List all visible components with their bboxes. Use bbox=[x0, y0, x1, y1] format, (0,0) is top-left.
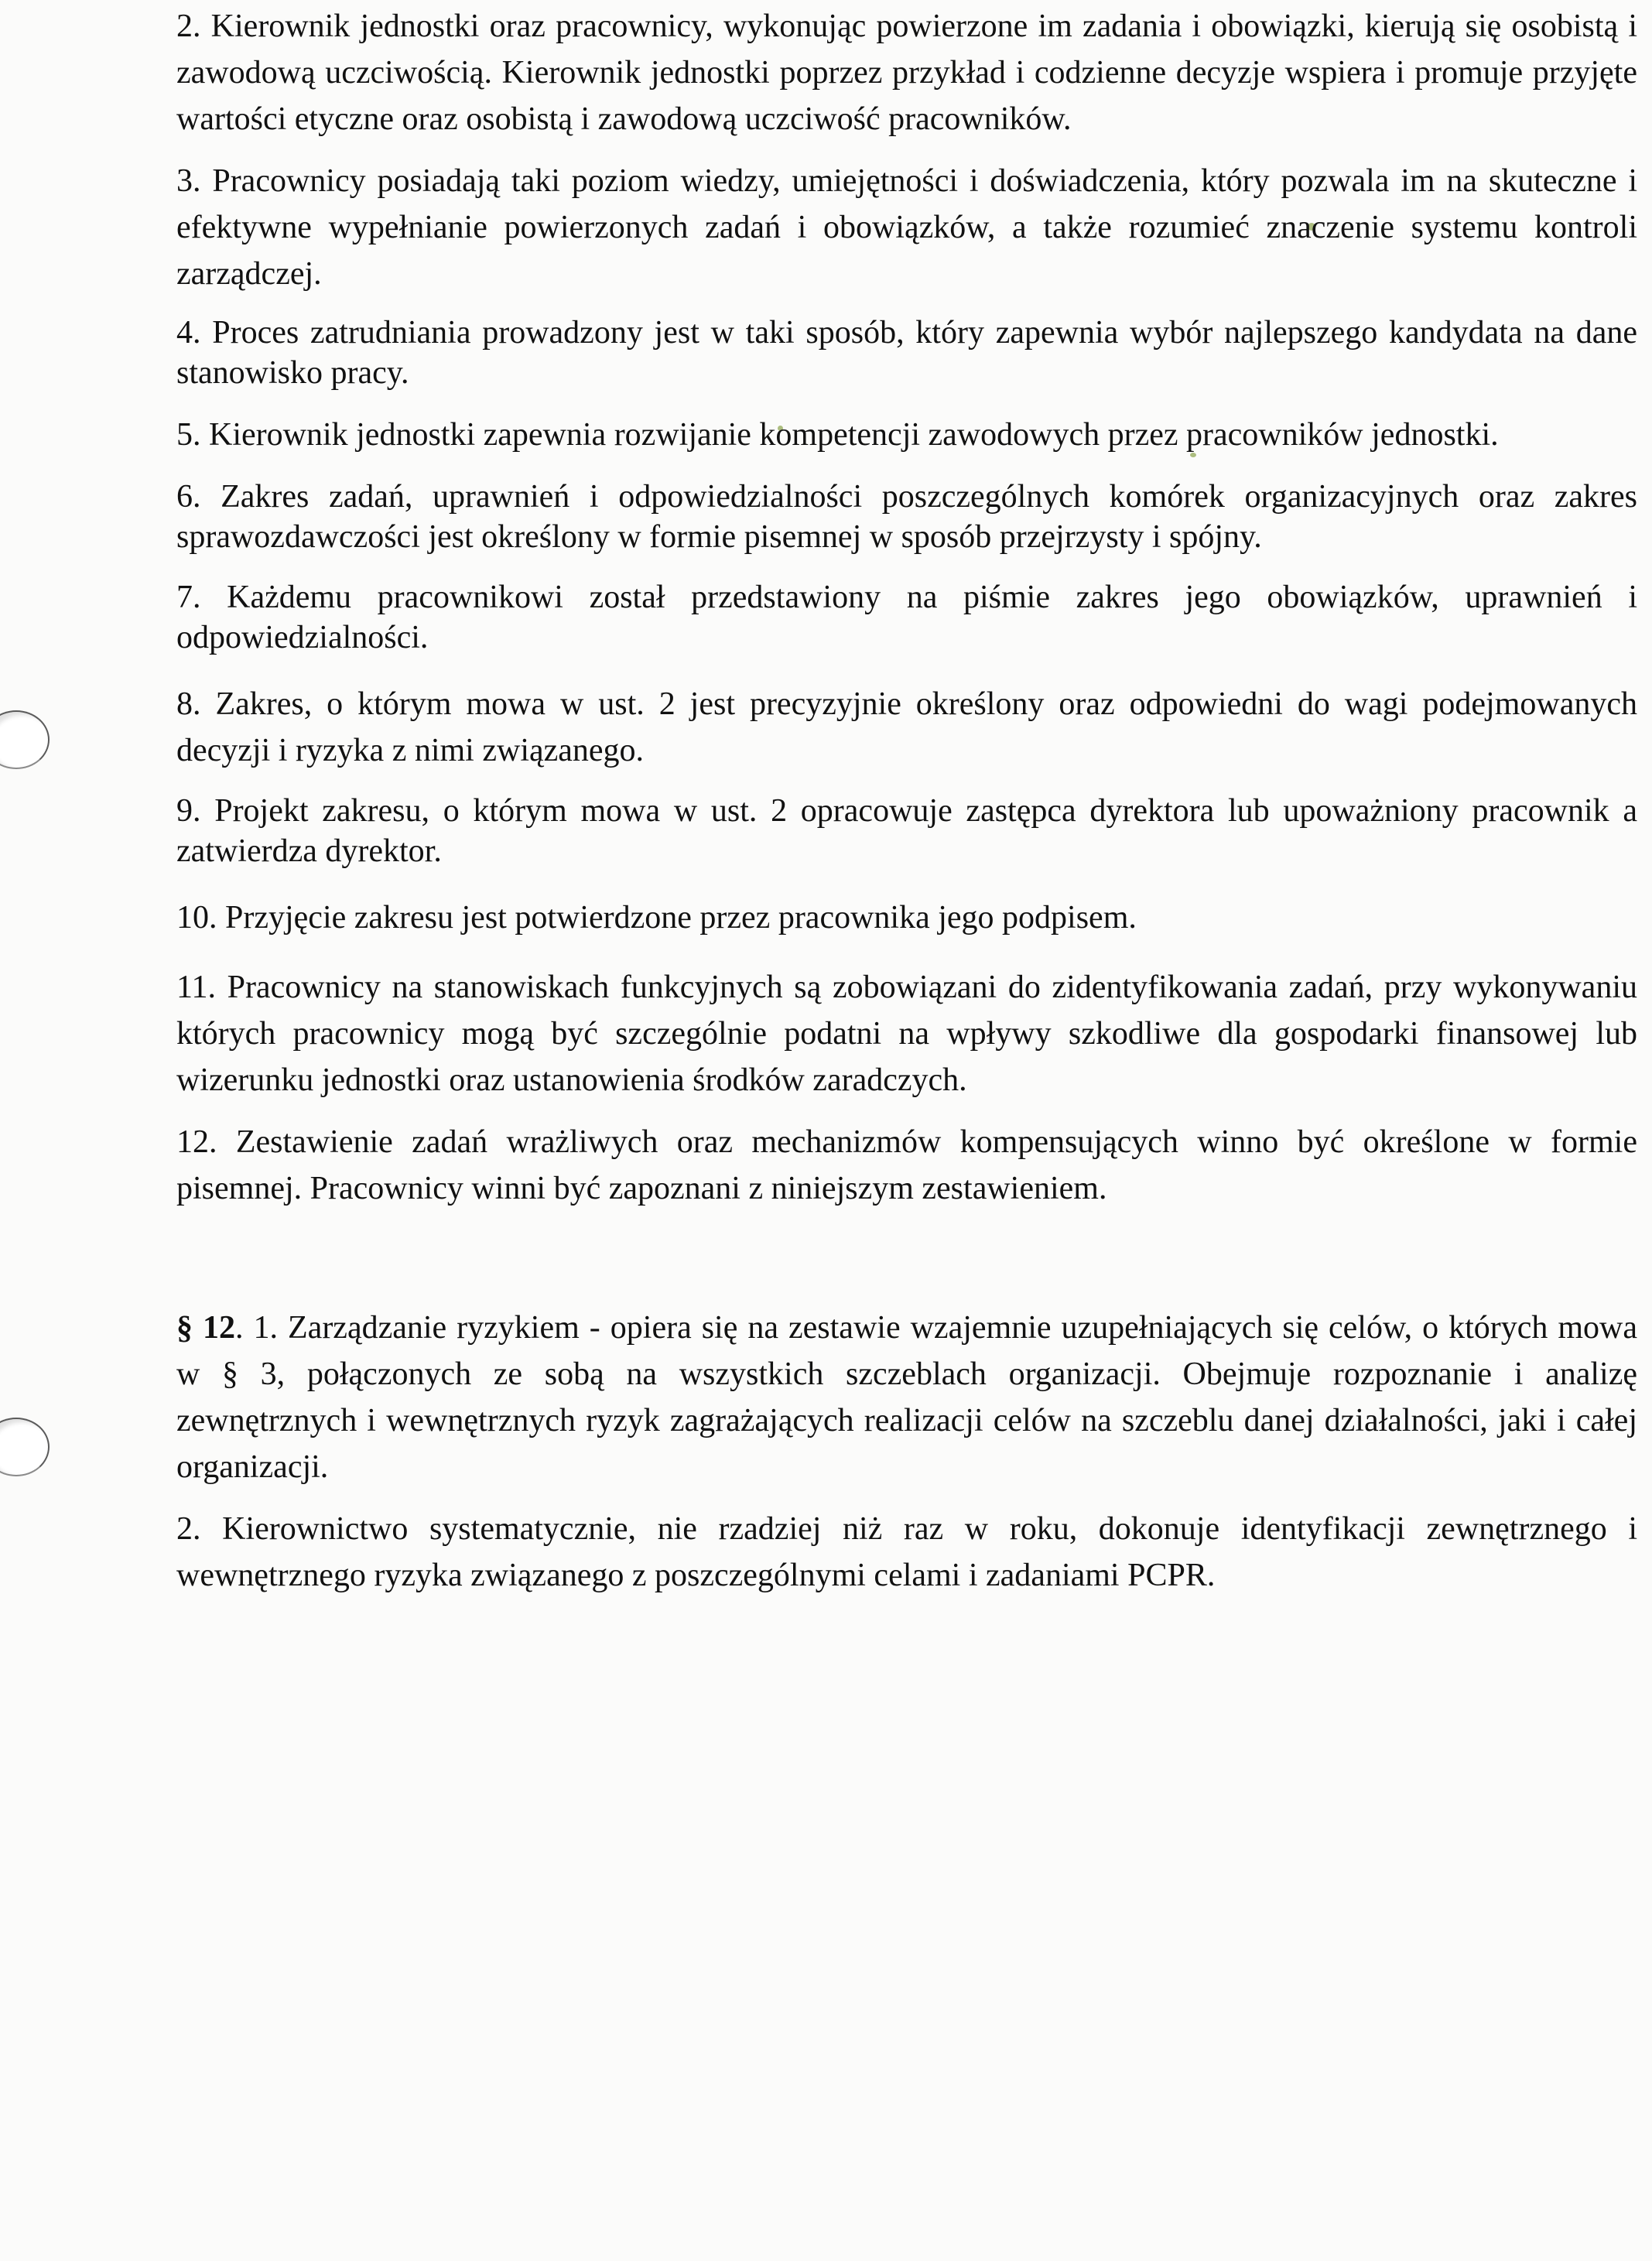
paragraph-3: 3. Pracownicy posiadają taki poziom wiedzy, umiejętności i doświadczenia, który pozwala im na skuteczne i efektywne wypełnianie powierzonych zadań i obowiązków, a także rozumieć znaczenie systemu kontroli zarządczej. bbox=[176, 163, 1637, 292]
paragraph-10: 10. Przyjęcie zakresu jest potwierdzone przez pracownika jego podpisem. bbox=[176, 900, 1137, 936]
section-12-text: . 1. Zarządzanie ryzykiem - opiera się na zestawie wzajemnie uzupełniających się celów, o których mowa w § 3, połączonych ze sobą na wszystkich szczeblach organizacji. Obejmuje rozpoznanie i analizę zewnętrznych i wewnętrznych ryzyk zagrażających realizacji celów na szczeblu danej działalności, jaki i całej organizacji. bbox=[176, 1310, 1638, 1485]
paragraph-2: 2. Kierownik jednostki oraz pracownicy, wykonując powierzone im zadania i obowiązki, kierują się osobistą i zawodową uczciwością. Kierownik jednostki poprzez przykład i codzienne decyzje wspiera i promuje przyjęte wartości etyczne oraz osobistą i zawodową uczciwość pracowników. bbox=[176, 9, 1637, 137]
section-12-paragraph-1 bbox=[176, 1305, 1637, 1490]
punch-hole-upper bbox=[0, 710, 50, 769]
paragraph-5: 5. Kierownik jednostki zapewnia rozwijanie kompetencji zawodowych przez pracowników jednostki. bbox=[176, 417, 1499, 453]
paragraph-4: 4. Proces zatrudniania prowadzony jest w taki sposób, który zapewnia wybór najlepszego kandydata na dane stanowisko pracy. bbox=[176, 315, 1637, 391]
paragraph-8: 8. Zakres, o którym mowa w ust. 2 jest precyzyjnie określony oraz odpowiedni do wagi podejmowanych decyzji i ryzyka z nimi związanego. bbox=[176, 686, 1637, 768]
paragraph-11: 11. Pracownicy na stanowiskach funkcyjnych są zobowiązani do zidentyfikowania zadań, przy wykonywaniu których pracownicy mogą być szczególnie podatni na wpływy szkodliwe dla gospodarki finansowej lub wizerunku jednostki oraz ustanowienia środków zaradczych. bbox=[176, 970, 1637, 1098]
section-12-paragraph-2: 2. Kierownictwo systematycznie, nie rzadziej niż raz w roku, dokonuje identyfikacji zewnętrznego i wewnętrznego ryzyka związanego z poszczególnymi celami i zadaniami PCPR. bbox=[176, 1511, 1637, 1593]
document-body bbox=[176, 3, 1637, 1599]
paragraph-6: 6. Zakres zadań, uprawnień i odpowiedzialności poszczególnych komórek organizacyjnych oraz zakres sprawozdawczości jest określony w formie pisemnej w sposób przejrzysty i spójny. bbox=[176, 479, 1637, 555]
paragraph-12: 12. Zestawienie zadań wrażliwych oraz mechanizmów kompensujących winno być określone w formie pisemnej. Pracownicy winni być zapoznani z niniejszym zestawieniem. bbox=[176, 1124, 1637, 1206]
punch-hole-lower bbox=[0, 1418, 50, 1476]
paragraph-7: 7. Każdemu pracownikowi został przedstawiony na piśmie zakres jego obowiązków, uprawnień i odpowiedzialności. bbox=[176, 580, 1637, 655]
paragraph-9: 9. Projekt zakresu, o którym mowa w ust. 2 opracowuje zastępca dyrektora lub upoważniony pracownik a zatwierdza dyrektor. bbox=[176, 793, 1637, 869]
section-heading: § 12 bbox=[176, 1310, 236, 1346]
